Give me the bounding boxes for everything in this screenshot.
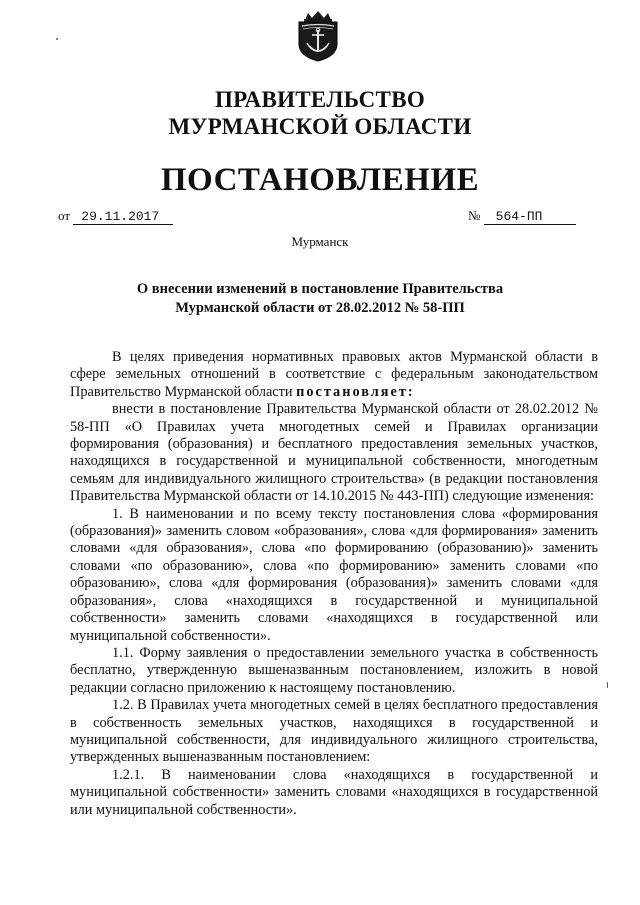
preamble-resolves: постановляет: [296,383,415,400]
preamble-text: В целях приведения нормативных правовых актов Мурманской области в сфере земельных отношений в соответствие с федеральным законодательством Правительство Мурманской области [70,349,598,400]
body-paragraph-item-1-2-1: 1.2.1. В наименовании слова «находящихся в государственной и муниципальной собственности» заменить словами «находящихся в государственной или муниципальной собственности». [70,766,598,818]
scan-speck [56,38,58,40]
body-paragraph-amend: внести в постановление Правительства Мурманской области от 28.02.2012 № 58-ПП «О Правилах учета многодетных семей и Правилах организации формирования (образования) и бесплатного предоставления земельных участков, находящихся в государственной и муниципальной собственности, многодетным семьям для индивидуального жилищного строительства» (в редакции постановления Правительства Мурманской области от 14.10.2015 № 443-ПП) следующие изменения: [70,401,598,505]
body-paragraph-item-1: 1. В наименовании и по всему тексту постановления слова «формирования (образования)» заменить словом «образования», слова «для формирования» заменить словами «для образования», слова «по формированию (образованию)» заменить словами «по образованию», слова «по формированию» заменить словами «по образованию», слова «для формирования (образования)» заменить словами «для образования», слова «находящихся в государственной и муниципальной собственности» заменить словами «находящихся в государственной или муниципальной собственности». [70,505,598,644]
murmansk-coat-of-arms-icon [296,10,340,62]
body-paragraph-preamble [70,349,598,401]
decree-body [70,349,598,819]
decree-title-line1: О внесении изменений в постановление Правительства [136,281,504,297]
decree-title [0,280,640,318]
city-name: Мурманск [291,234,349,249]
body-paragraph-item-1-2: 1.2. В Правилах учета многодетных семей в целях бесплатного предоставления в собственность земельных участков, находящихся в государственной и муниципальной собственности, для индивидуального жилищного строительства, утвержденных вышеназванным постановлением: [70,697,598,766]
decree-title-line2: Мурманской области от 28.02.2012 № 58-ПП [175,300,465,316]
government-name-line1: ПРАВИТЕЛЬСТВО [214,87,426,112]
body-paragraph-item-1-1: 1.1. Форму заявления о предоставлении земельного участка в собственность бесплатно, утвержденную вышеназванным постановлением, изложить в новой редакции согласно приложению к настоящему постановлению. [70,644,598,696]
document-type-heading: ПОСТАНОВЛЕНИЕ [160,162,480,198]
decree-number-row [468,208,576,225]
decree-number: 564-ПП [484,209,577,225]
scan-speck [607,682,608,688]
decree-date-row [58,208,173,225]
decree-date: 29.11.2017 [73,209,173,225]
date-prefix: от [58,208,71,223]
government-name-line2: МУРМАНСКОЙ ОБЛАСТИ [168,114,472,139]
number-prefix: № [468,208,481,223]
